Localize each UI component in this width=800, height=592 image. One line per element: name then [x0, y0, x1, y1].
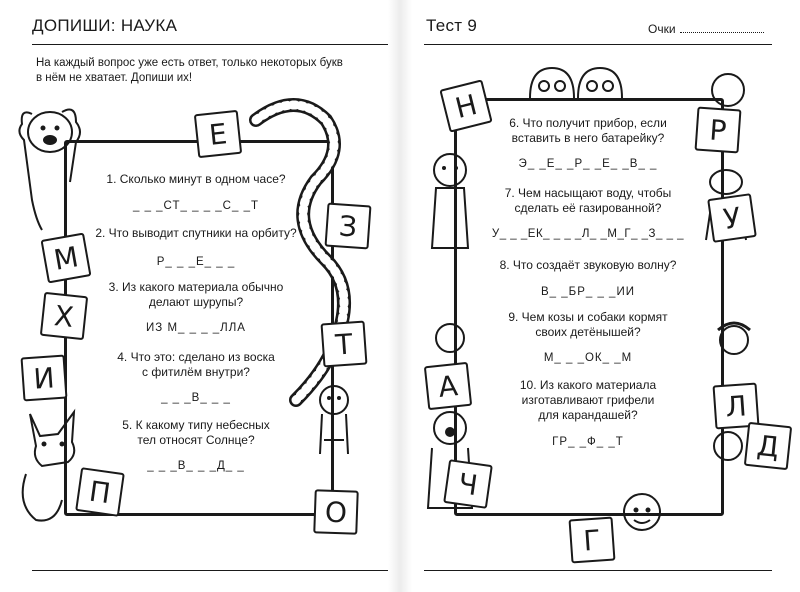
- intro-text: [36, 56, 366, 86]
- intro-line-2: в нём не хватает. Допиши их!: [36, 72, 193, 84]
- question-10-line-1: 10. Из какого материала: [519, 378, 657, 392]
- letter-tile: Х: [40, 292, 88, 340]
- answer-3[interactable]: ИЗ М_ _ _ _ЛЛА: [146, 322, 246, 334]
- question-8: [472, 258, 704, 273]
- answer-2[interactable]: Р_ _ _Е_ _ _: [156, 256, 236, 268]
- letter-tile: Е: [194, 110, 242, 158]
- letter-tile: У: [707, 193, 757, 243]
- bear-icon: [14, 104, 94, 234]
- letter-tile: М: [41, 233, 92, 284]
- page-title: ДОПИШИ: НАУКА: [32, 16, 178, 35]
- answer-1[interactable]: _ _ _СТ_ _ _ _С_ _Т: [132, 200, 259, 212]
- baby-icon: [612, 488, 682, 548]
- question-10-line-2: изготавливают грифели: [521, 393, 655, 407]
- question-10: [472, 378, 704, 423]
- question-9: [472, 310, 704, 340]
- question-4-line-1: 4. Что это: сделано из воска: [117, 350, 275, 364]
- question-8-line-1: 8. Что создаёт звуковую волну?: [499, 258, 677, 272]
- answer-9[interactable]: М_ _ _ОК_ _М: [543, 352, 633, 364]
- answer-4[interactable]: _ _ _В_ _ _: [161, 392, 231, 404]
- score-field[interactable]: [680, 32, 764, 33]
- right-page: [400, 0, 800, 592]
- answer-5[interactable]: _ _ _В_ _ _Д_ _: [147, 460, 245, 472]
- question-1-line-1: 1. Сколько минут в одном часе?: [106, 172, 286, 186]
- letter-tile: З: [325, 203, 372, 250]
- knight-icon: [420, 140, 480, 260]
- question-2-line-1: 2. Что выводит спутники на орбиту?: [95, 226, 297, 240]
- question-7-line-1: 7. Чем насыщают воду, чтобы: [504, 186, 672, 200]
- answer-10[interactable]: ГР_ _Ф_ _Т: [552, 436, 624, 448]
- letter-tile: Д: [744, 422, 792, 470]
- snake-icon: [236, 100, 376, 420]
- question-9-line-1: 9. Чем козы и собаки кормят: [508, 310, 668, 324]
- question-4-line-2: с фитилём внутри?: [142, 365, 250, 379]
- test-title: Тест 9: [426, 16, 478, 35]
- top-rule: [32, 44, 392, 45]
- answer-7[interactable]: У_ _ _ЕК_ _ _ _Л_ _М_Г_ _З_ _ _: [491, 228, 685, 240]
- answer-8[interactable]: В_ _БР_ _ _ИИ: [541, 286, 635, 298]
- question-10-line-3: для карандашей?: [538, 408, 638, 422]
- letter-tile: И: [21, 355, 68, 402]
- question-5-line-2: тел относят Солнце?: [137, 433, 255, 447]
- question-3-line-2: делают шурупы?: [148, 295, 244, 309]
- question-3-line-1: 3. Из какого материала обычно: [108, 280, 284, 294]
- letter-tile: Р: [695, 107, 742, 154]
- letter-tile: Г: [569, 517, 616, 564]
- score-label: Очки: [648, 22, 676, 36]
- letter-tile: Т: [321, 321, 368, 368]
- top-rule: [424, 44, 772, 45]
- answer-6[interactable]: Э_ _Е_ _Р_ _Е_ _В_ _: [518, 158, 658, 170]
- bottom-rule: [424, 570, 772, 571]
- letter-tile: Ч: [443, 459, 493, 509]
- letter-tile: О: [313, 489, 359, 535]
- kids-peeking-icon: [520, 58, 630, 102]
- letter-tile: А: [424, 362, 472, 410]
- question-6: [472, 116, 704, 146]
- question-5-line-1: 5. К какому типу небесных: [122, 418, 270, 432]
- question-6-line-2: вставить в него батарейку?: [511, 131, 665, 145]
- intro-line-1: На каждый вопрос уже есть ответ, только некоторых букв: [36, 57, 343, 69]
- question-7: [472, 186, 704, 216]
- question-6-line-1: 6. Что получит прибор, если: [509, 116, 667, 130]
- letter-tile: Н: [439, 79, 492, 132]
- monkey-icon: [310, 384, 360, 464]
- question-9-line-2: своих детёнышей?: [535, 325, 641, 339]
- letter-tile: Л: [713, 383, 760, 430]
- bottom-rule: [32, 570, 392, 571]
- question-7-line-2: сделать её газированной?: [514, 201, 662, 215]
- letter-tile: П: [75, 467, 125, 517]
- question-5: [80, 418, 312, 448]
